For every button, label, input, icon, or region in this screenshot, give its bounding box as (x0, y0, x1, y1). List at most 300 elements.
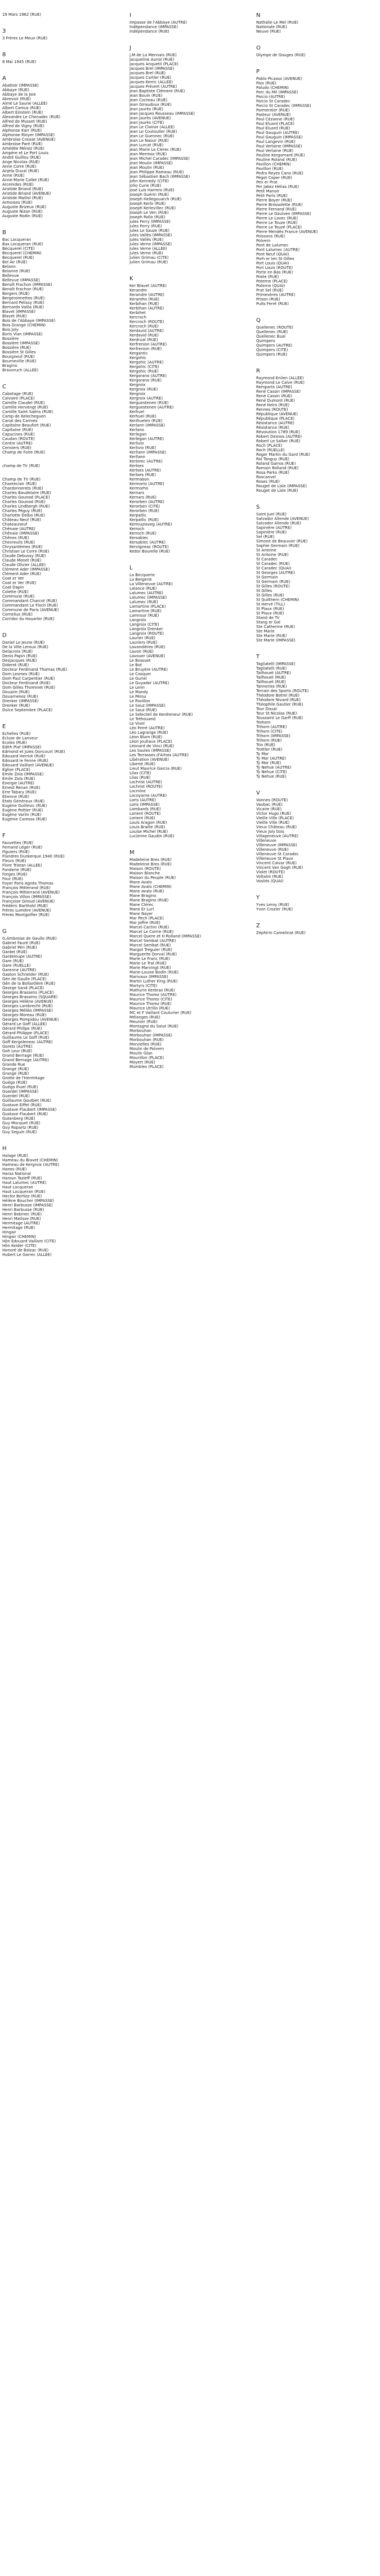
street-entry: Henri Bobinec (RUE) (2, 1212, 42, 1217)
street-entry: Haut Locqueran (RUE) (2, 1190, 46, 1194)
section-spacer (256, 779, 377, 783)
section-letter-heading: C (2, 384, 6, 390)
section-spacer (2, 473, 123, 477)
street-entry: Jean Giraudoux (RUE) (129, 102, 172, 107)
street-entry: Mélanges (RUE) (129, 1015, 160, 1020)
street-entry: Bourneville (RUE) (2, 359, 37, 363)
street-entry: Per Jakez Hélias (RUE) (256, 185, 299, 189)
street-entry: Léo Lagrange (RUE) (129, 730, 168, 735)
street-entry: Gérard Philippe (PLACE) (2, 1031, 49, 1035)
street-entry: St Germain (256, 575, 278, 580)
street-entry: Maurice Thorez (CITÉ) (129, 997, 172, 1002)
street-entry: Quellenec (RUE) (256, 330, 288, 334)
street-entry: Auguste Brizeux (RUE) (2, 205, 47, 209)
street-entry: Pont de Lalumec (256, 243, 289, 248)
street-entry: Gutenberg (RUE) (2, 1116, 35, 1121)
street-entry: Ker Blavet (AUTRE) (129, 284, 167, 288)
street-entry: Poissons (RUE) (256, 234, 285, 239)
street-entry: Vannes (ROUTE) (256, 798, 288, 802)
street-entry: Coat er Ver (2, 576, 24, 581)
street-entry: George Sand (PLACE) (2, 986, 44, 990)
street-entry: Guy Mocquet (RUE) (2, 1121, 41, 1125)
street-entry: Auguste Rodin (RUE) (2, 214, 43, 218)
street-entry: Dulce Septembre (PLACE) (2, 708, 53, 712)
street-entry: Armoises (RUE) (2, 200, 33, 205)
street-entry: Le Tréhouand (129, 717, 156, 721)
street-entry: Abbaye (RUE) (2, 88, 29, 92)
street-entry: Frères Montgolfier (RUE) (2, 913, 50, 917)
street-entry: Théophile Gautier (RUE) (256, 702, 303, 707)
street-entry: Locoyarne (AUTRE) (129, 793, 167, 798)
street-entry: Haras National (2, 1172, 31, 1176)
street-entry: Laurier (RUE) (129, 636, 156, 640)
street-entry: Marivaux (IMPASSE) (129, 975, 168, 979)
section-spacer (2, 917, 123, 922)
street-entry: Hélène Boucher (IMPASSE) (2, 1199, 54, 1203)
street-entry: Docteur Ferdinand Thomas (RUE) (2, 667, 68, 672)
section-letter-heading: L (129, 565, 133, 571)
street-entry: Bernard Pelissy (RUE) (2, 300, 44, 305)
section-letter-heading: 3 (2, 28, 6, 34)
street-entry: Tailhouet (RUE) (256, 675, 286, 680)
street-entry: Parc du Mil (IMPASSE) (256, 90, 298, 95)
street-entry: Stang er Gal (256, 620, 280, 625)
street-entry: Julien Grimau (RUE) (129, 260, 168, 264)
street-entry: St Guilthern (CHEMIN) (256, 598, 299, 602)
street-entry: Jean Le Guennec (RUE) (129, 134, 175, 138)
street-entry: Champ de Foire (RUE) (2, 450, 46, 455)
street-entry: Pont Neuf (QUAI) (256, 252, 289, 257)
street-entry: Paul Eluard (PLACE) (256, 122, 294, 126)
street-entry: Kerorben (CITÉ) (129, 504, 160, 509)
street-entry: Jules Ferry (RUE) (129, 224, 162, 228)
street-entry: Abbaye de la Joie (2, 92, 36, 97)
street-entry: Calvaire (PLACE) (2, 396, 35, 401)
street-entry: Paix (RUE) (256, 81, 276, 86)
street-entry: Benoît Frachon (RUE) (2, 287, 44, 291)
street-entry: Eugène Pottier (RUE) (2, 808, 43, 813)
street-entry: Les Terrasses d'Artois (AUTRE) (129, 753, 189, 757)
street-entry: Commandant Charcot (RUE) (2, 599, 57, 603)
street-entry: Lavandières (RUE) (129, 645, 166, 649)
street-entry: Kerdavid (AUTRE) (129, 329, 164, 333)
street-entry: Jean Jaurès (AVENUE) (129, 116, 171, 120)
street-entry: Lilas (RUE) (129, 775, 151, 780)
street-entry: Camille Hervengt (RUE) (2, 405, 48, 410)
street-entry: Olympe de Gouges (RUE) (256, 53, 306, 57)
street-entry: Gustave Flaubert (IMPASSE) (2, 1107, 57, 1112)
street-entry: Tour St Nicolas (RUE) (256, 711, 297, 716)
section-letter-heading: B (2, 230, 6, 236)
street-entry: Émile Zola (IMPASSE) (2, 772, 44, 777)
street-entry: Haroun Tazieff (RUE) (2, 1176, 42, 1181)
street-entry: Henri Barbusse (IMPASSE) (2, 1203, 53, 1208)
street-entry: Chevreuils (RUE) (2, 540, 35, 545)
section-spacer (2, 712, 123, 717)
street-entry: Marcel Le Corrre (RUE) (129, 930, 174, 934)
street-entry: Joseph Hellegouarch (RUE) (129, 197, 182, 201)
street-entry: Toussaint Le Garff (RUE) (256, 716, 303, 720)
street-entry: Kerihuelen (RUE) (129, 419, 163, 423)
street-entry: Auguste Nizan (RUE) (2, 209, 43, 214)
street-entry: Gaston Schneider (RUE) (2, 972, 49, 977)
street-entry: Capucines (RUE) (2, 432, 35, 437)
street-entry: Goff Kergoleneac (AUTRE) (2, 1040, 53, 1044)
street-entry: Trehorn (256, 720, 271, 725)
street-entry: Petit Paris (RUE) (256, 194, 288, 198)
street-entry: Jean Lurcat (RUE) (129, 143, 164, 147)
section-spacer (2, 1134, 123, 1139)
street-entry: Ty Nehue (CITÉ) (256, 770, 287, 774)
street-entry: Drenker (IMPASSE) (2, 699, 39, 703)
street-entry: Jules Verne (RUE) (129, 251, 163, 255)
street-entry: Bergeronnettes (RUE) (2, 296, 45, 300)
street-entry: Capitaine Beaufort (RUE) (2, 423, 51, 428)
street-entry: Jolio Curie (RUE) (129, 183, 162, 188)
street-entry: Anne-Marie Collet (RUE) (2, 178, 50, 182)
street-entry: Honoré de Balzac (RUE) (2, 1248, 49, 1253)
street-entry: Ty Mor (AUTRE) (256, 756, 287, 761)
street-entry: Quimpers (AUTRE) (256, 343, 293, 348)
street-entry: Kergorano (RUE) (129, 378, 162, 383)
street-entry: Yvon Crozier (RUE) (256, 907, 293, 912)
street-entry: Kerloes (RUE) (129, 473, 156, 477)
street-entry: Jacques Prévert (AUTRE) (129, 84, 177, 89)
street-entry: Alfred de Vigny (RUE) (2, 124, 44, 128)
street-entry: Aristide Briand (AVENUE) (2, 191, 51, 196)
street-entry: René Dumont (RUE) (256, 398, 295, 403)
street-entry: Jean Jaurès (RUE) (129, 107, 163, 111)
section-spacer (256, 34, 377, 38)
street-entry: Lamnour (RUE) (129, 613, 159, 618)
street-entry: Kergohic (RUE) (129, 369, 159, 374)
street-entry: Kergroix (AUTRE) (129, 396, 163, 401)
street-entry: Kervigneac (ROUTE) (129, 545, 169, 549)
street-entry: Quimpers (RUE) (256, 352, 288, 357)
section-spacer (256, 912, 377, 916)
street-entry: Guy Ropartz (RUE) (2, 1125, 39, 1130)
street-entry: Les Saules (IMPASSE) (129, 748, 171, 753)
street-entry: Jean Michel Caradec (IMPASSE) (129, 156, 190, 161)
street-entry: Belann (2, 264, 16, 269)
street-entry: Frédéric Barthold (RUE) (2, 904, 48, 908)
index-column-2 (129, 12, 251, 1069)
street-entry: Becquerel (RUE) (2, 255, 34, 260)
street-entry: Marie Marvingt (RUE) (129, 966, 171, 970)
street-entry: Ste Catherine (RUE) (256, 625, 295, 629)
street-entry: Léo Ferré (AUTRE) (129, 726, 165, 730)
street-entry: Dom Paul Carpentier (RUE) (2, 676, 55, 681)
street-entry: Alfred de Musset (RUE) (2, 119, 47, 124)
street-entry: Pierre Boyer (RUE) (256, 198, 292, 203)
street-entry: Kerantho (RUE) (129, 297, 159, 302)
street-entry: Jacques Brel (IMPASSE) (129, 66, 175, 71)
street-entry: Langroix (ROUTE) (129, 631, 164, 636)
street-entry: Erre Tabary (RUE) (2, 790, 37, 795)
street-entry: Marie Le Franc (RUE) (129, 957, 170, 961)
street-entry: Kerlivio (129, 441, 144, 446)
street-entry: St Piaux (RUE) (256, 607, 284, 611)
street-entry: Cabotage (RUE) (2, 392, 33, 396)
street-entry: Ty Nehue (AUTRE) (256, 765, 292, 770)
street-entry: Porh er Ien St Gilles (256, 257, 294, 261)
section-letter-heading: D (2, 632, 7, 639)
street-entry: Léon Blum (RUE) (129, 735, 163, 739)
street-entry: Bossière (2, 336, 19, 341)
section-spacer (2, 822, 123, 826)
street-entry: Bellevue (2, 273, 19, 278)
street-entry: Eugène Varlin (RUE) (2, 813, 42, 817)
street-entry: Voltaire (RUE) (256, 874, 283, 879)
street-entry: Église (PLACE) (2, 768, 30, 772)
street-entry: Hubert Le Garrec (ALLÉE) (2, 1253, 52, 1257)
street-entry: Mar Joffre (RUE) (129, 921, 160, 925)
street-entry: Aimé Le Saune (ALLÉE) (2, 101, 48, 106)
street-entry: Moyert (RUE) (129, 1060, 155, 1065)
street-entry: Champ de Tir (RUE) (2, 477, 41, 482)
street-entry: Halage (RUE) (2, 1154, 28, 1158)
street-entry: Georges Brassens (SQUARE) (2, 995, 58, 999)
street-entry: Sapinière (RUE) (256, 530, 287, 535)
street-entry: Grande Rue (2, 1062, 25, 1067)
street-entry: Kerlann (IMPASSE) (129, 423, 166, 428)
street-entry: Ste Marie (256, 629, 275, 634)
street-entry: Chardonnerets (RUE) (2, 486, 43, 491)
street-entry: Petit Manoir (256, 189, 280, 194)
street-entry: Ernest Renan (RUE) (2, 786, 41, 790)
section-spacer (256, 57, 377, 62)
section-letter-heading: O (256, 45, 261, 51)
street-entry: Camille Claudel (RUE) (2, 401, 45, 405)
street-entry: Kerguestenen (AUTRE) (129, 405, 174, 410)
street-entry: Gén de la Bollardière (RUE) (2, 981, 56, 986)
street-entry: Trottler (RUE) (256, 747, 283, 752)
street-entry: Madeleine Bres (RUE) (129, 858, 172, 862)
street-entry: Jean Philippe Rameau (RUE) (129, 170, 184, 174)
section-letter-heading: V (256, 790, 260, 796)
street-entry: Louise Michel (RUE) (129, 829, 168, 834)
street-entry: Édouard Vaillant (AVENUE) (2, 763, 54, 768)
street-entry: Lalance (RUE) (129, 586, 157, 591)
street-entry: Victor Hugo (RUE) (256, 811, 292, 816)
street-entry: Jules Vallès (RUE) (129, 237, 164, 242)
street-entry: Le Bruyère (AUTRE) (129, 667, 168, 672)
street-entry: Bac Locqueran (2, 237, 32, 242)
street-entry: Douarnenez (RUE) (2, 694, 38, 699)
street-entry: Edmond et Jules Goncourt (RUE) (2, 750, 65, 754)
street-entry: Grange (RUE) (2, 1071, 29, 1076)
street-entry: Martyrs (CITÉ) (129, 984, 158, 988)
street-entry: Bois de l'Abbaye (IMPASSE) (2, 318, 56, 323)
street-entry: Goh Leur (RUE) (2, 1049, 33, 1053)
street-entry: Prison (RUE) (256, 297, 280, 302)
street-entry: Dom Lesmes (RUE) (2, 672, 40, 676)
street-entry: Vieille Ville (RUE) (256, 820, 290, 825)
street-entry: Gabriel Fauré (RUE) (2, 941, 41, 945)
street-entry: Vosliés (QUAI) (256, 879, 284, 883)
street-entry: Vieille Ville (PLACE) (256, 816, 294, 820)
street-entry: Foyer Paris Agnès Thomas (2, 881, 53, 886)
street-entry: Jean Moulin (IMPASSE) (129, 161, 173, 165)
section-letter-heading: Y (256, 895, 260, 901)
street-entry: Georges Brassens (PLACE) (2, 990, 54, 995)
street-entry: Hector Berlioz (RUE) (2, 1194, 42, 1199)
street-entry: Georges Méliès (IMPASSE) (2, 1008, 53, 1013)
section-letter-heading: K (129, 276, 133, 282)
street-entry: Maison (ROUTE) (129, 867, 161, 871)
street-entry: Jules Verne (IMPASSE) (129, 242, 172, 246)
street-entry: Haut Lalumec (AUTRE) (2, 1181, 47, 1185)
street-entry: Françoise Giroud (AVENUE) (2, 899, 55, 904)
street-entry: Henri Barbusse (RUE) (2, 1208, 44, 1212)
street-entry: Claude Monet (RUE) (2, 558, 42, 563)
section-letter-heading: 8 (2, 52, 6, 58)
street-entry: Gén de Gaulle (PLACE) (2, 977, 47, 981)
street-entry: Liberté (RUE) (129, 762, 155, 766)
street-entry: Langroix (CITÉ) (129, 622, 159, 627)
street-entry: Hameau de Kergroix (AUTRE) (2, 1163, 60, 1167)
street-entry: Kerlegan (129, 432, 147, 437)
street-entry: Vincent Van Gogh (RUE) (256, 865, 303, 870)
section-spacer (256, 883, 377, 888)
street-entry: Le Cosquer (129, 672, 151, 676)
street-entry: Grand Bernage (AUTRE) (2, 1058, 49, 1062)
street-entry: Fonderie (RUE) (2, 868, 32, 872)
street-entry: Chateauneuf (2, 522, 28, 527)
street-entry: Morbouhan (129, 1029, 151, 1033)
street-entry: Georges Lambrecht (RUE) (2, 1004, 53, 1008)
street-entry: Jacqueline Auriol (RUE) (129, 57, 175, 62)
street-entry: Julien Grimau (CITÉ) (129, 255, 169, 260)
street-entry: Mumbles (PLACE) (129, 1065, 164, 1069)
street-entry: Kerbihet (129, 311, 146, 315)
street-entry: Lalumec (AUTRE) (129, 591, 163, 595)
street-entry: Quellenec Bual (256, 334, 285, 339)
street-entry: Pauline Kergomard (RUE) (256, 153, 305, 158)
index-column-1 (2, 12, 123, 1257)
street-entry: Paludo (CHEMIN) (256, 86, 289, 90)
section-spacer (256, 357, 377, 361)
street-entry: Louis Aragon (RUE) (129, 820, 167, 825)
street-entry: Mourillon (PLACE) (129, 1056, 164, 1060)
street-entry: Ty Mor (RUE) (256, 761, 281, 765)
street-entry: Charlotte Delbo (RUE) (2, 513, 45, 518)
street-entry: Daniel Le Jeune (RUE) (2, 640, 45, 645)
street-entry: Roch (RUELLE) (256, 448, 285, 452)
street-entry: St Caradec (QUAI) (256, 566, 292, 571)
street-entry: Haut Locqueran (2, 1185, 33, 1190)
street-entry: Douaire (RUE) (2, 690, 30, 694)
street-entry: St Gilles (256, 589, 272, 593)
street-entry: Kerlorec (AUTRE) (129, 459, 163, 464)
street-entry: Langroix (129, 618, 146, 622)
street-entry: Guerdel (RUE) (2, 1094, 30, 1098)
street-entry: Jean Bouin (RUE) (129, 93, 163, 98)
street-entry: René Cassin (RUE) (256, 394, 292, 398)
street-entry: Gabriel Péri (RUE) (2, 945, 37, 950)
street-entry: Kergohic (CITÉ) (129, 365, 159, 369)
street-entry: Bas Locqueran (RUE) (2, 242, 43, 246)
street-entry: Léonard de Vinci (RUE) (129, 744, 175, 748)
street-entry: Gérard Philipe (RUE) (2, 1026, 42, 1031)
street-entry: Pierre Le Goulven (IMPASSE) (256, 212, 311, 216)
street-entry: Édouard le Fenne (RUE) (2, 759, 48, 763)
street-entry: Bossière (IMPASSE) (2, 341, 40, 345)
street-entry: Le Sauz (IMPASSE) (129, 703, 166, 708)
street-entry: Zéphirin Camelinat (RUE) (256, 931, 306, 935)
street-entry: Écoles (RUE) (2, 741, 27, 745)
street-entry: Ty Nehue (RUE) (256, 774, 287, 779)
street-entry: Pavillon (CHEMIN) (256, 162, 291, 167)
street-entry: Charles Gounod (PLACE) (2, 495, 50, 500)
street-entry: Figuiers (RUE) (2, 850, 30, 854)
street-entry: Pedro Reyes Cano (RUE) (256, 171, 303, 176)
street-entry: Jules Le Sauze (RUE) (129, 228, 170, 233)
street-entry: Roses (RUE) (256, 479, 280, 484)
section-spacer (256, 306, 377, 311)
street-entry: Ty Mor (256, 752, 269, 756)
street-entry: Maison Blanche (129, 871, 160, 876)
street-entry: Poterne (QUAI) (256, 284, 285, 288)
street-entry: Gardeloupe (AUTRE) (2, 954, 42, 959)
street-entry: 19 Mars 1962 (RUE) (2, 12, 42, 17)
street-entry: Belanne (RUE) (2, 269, 30, 273)
street-entry: Kermorho (129, 486, 149, 491)
street-entry: Lilas (CITÉ) (129, 771, 151, 775)
street-entry: Hingair (2, 1230, 16, 1235)
street-entry: Lochrist (AUTRE) (129, 780, 162, 784)
street-entry: Pen er Prat (256, 180, 278, 185)
street-entry: Kerlegan (AUTRE) (129, 437, 164, 441)
street-entry: Primevères (AUTRE) (256, 293, 296, 297)
street-entry: Gare (RUE) (2, 959, 24, 963)
street-entry: Capitaine (RUE) (2, 428, 33, 432)
street-entry: Le Selecteil de Kerdreneur (RUE) (129, 712, 193, 717)
street-entry: Pierre Brossolette (RUE) (256, 203, 303, 207)
street-entry: Kergorano (AUTRE) (129, 374, 167, 378)
street-entry: 8 Mai 1945 (RUE) (2, 60, 37, 64)
street-entry: St Antoine (RUE) (256, 553, 289, 557)
street-entry: Colette (RUE) (2, 590, 29, 594)
street-entry: Mane Clérec (129, 903, 154, 907)
street-entry: Nathalie Le Mel (RUE) (256, 20, 298, 25)
street-entry: Mathurin Kerbras (RUE) (129, 988, 175, 993)
street-entry: Salvador Allende (AVENUE) (256, 517, 309, 521)
street-entry: Joseph Rollo (RUE) (129, 215, 166, 219)
street-entry: Clément Ader (RUE) (2, 572, 41, 576)
street-entry: Le Lenn (129, 685, 145, 690)
street-entry: Quimpers (256, 339, 275, 343)
street-entry: Lucienne Gaudin (RUE) (129, 834, 175, 838)
street-entry: Bravoruch (ALLÉE) (2, 368, 39, 373)
street-entry: Kerloes (129, 464, 144, 468)
street-entry: Parmentier (RUE) (256, 108, 290, 113)
section-spacer (2, 468, 123, 473)
street-entry: Salvador Allende (RUE) (256, 521, 301, 526)
street-entry: Joseph Kerlevillec (RUE) (129, 206, 176, 210)
street-entry: Roland Garros (RUE) (256, 461, 296, 466)
street-entry: Loris (AUTRE) (129, 798, 156, 802)
street-entry: Jacques Anquetil (PLACE) (129, 62, 178, 66)
street-entry: Kerdavid (RUE) (129, 333, 159, 338)
section-spacer (2, 64, 123, 69)
street-entry: Vieux Château (RUE) (256, 825, 297, 829)
street-entry: St Georges (AUTRE) (256, 571, 295, 575)
street-entry: Jean Le Naour (RUE) (129, 138, 169, 143)
street-entry: G.Ambroise de Gaulle (RUE) (2, 936, 57, 941)
street-entry: Le Sauz (RUE) (129, 708, 157, 712)
street-entry: Guy Seguin (RUE) (2, 1130, 37, 1134)
